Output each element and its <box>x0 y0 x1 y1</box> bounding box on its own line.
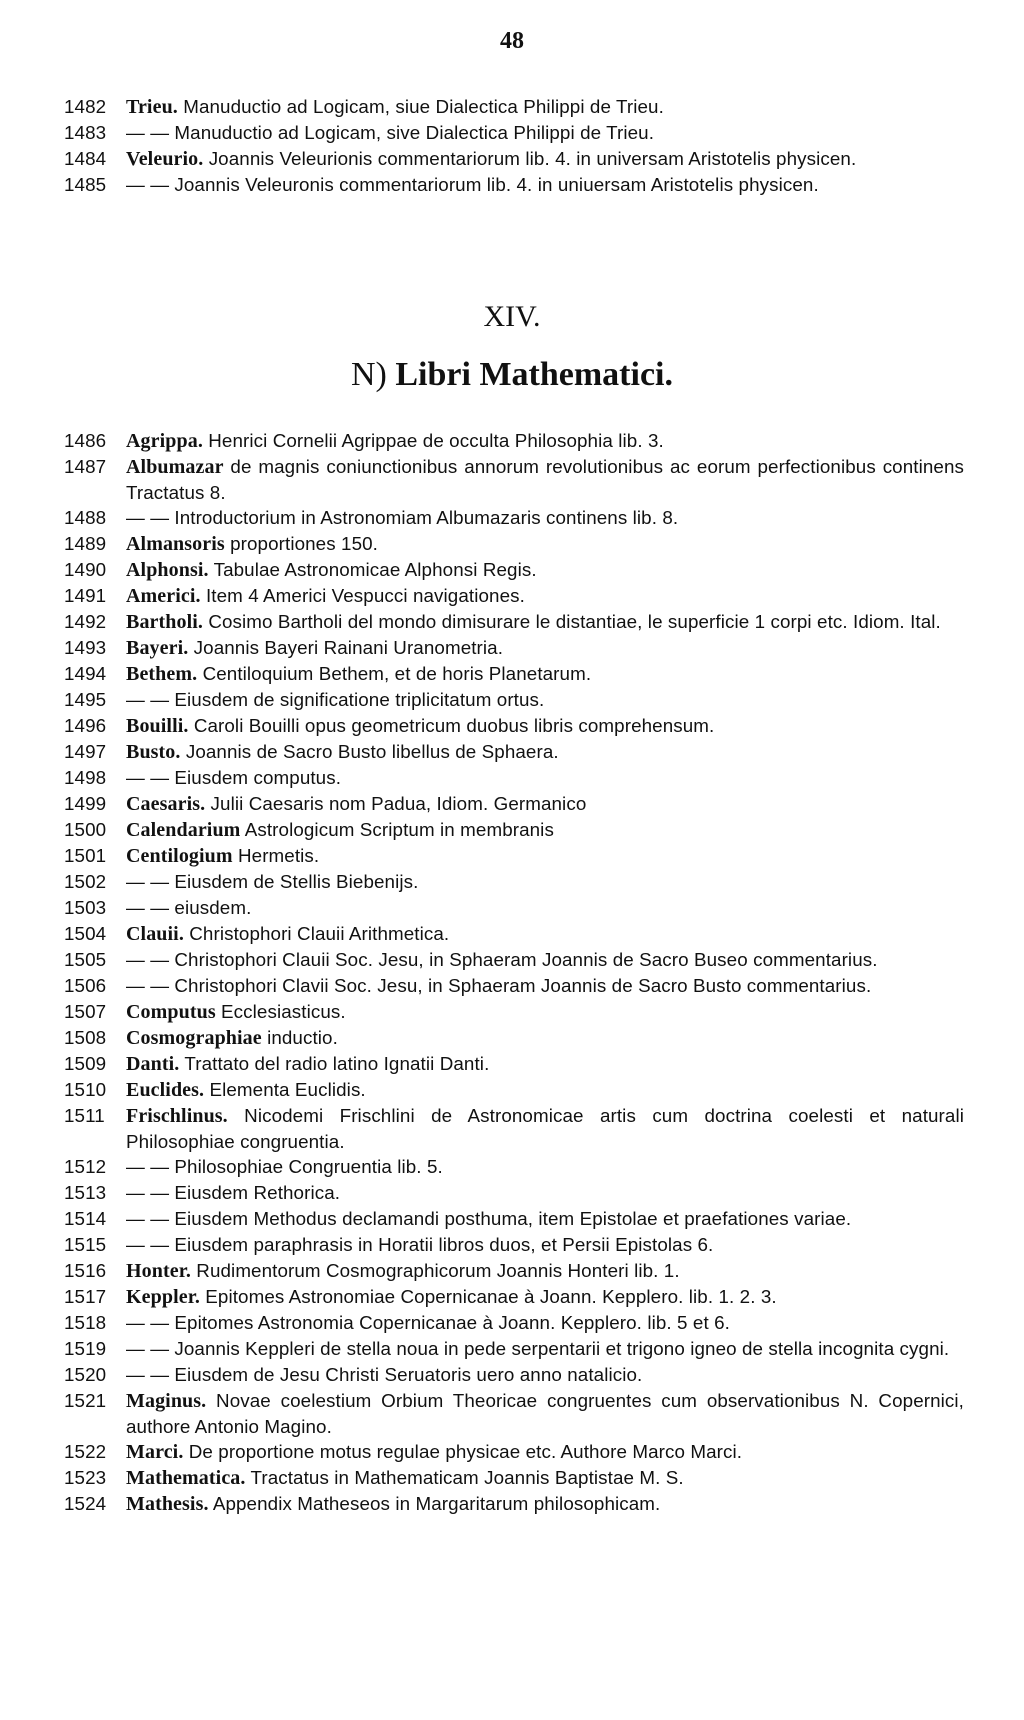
catalog-entry <box>64 973 964 999</box>
entry-number: 1485 <box>64 174 107 195</box>
entry-text: proportiones 150. <box>224 533 378 554</box>
entry-headword: Frischlinus. <box>126 1105 228 1127</box>
entry-body <box>126 999 964 1025</box>
entry-text: Joannis de Sacro Busto libellus de Sphaera. <box>180 741 559 762</box>
entry-body <box>126 428 964 454</box>
entry-text: Julii Caesaris nom Padua, Idiom. Germanico <box>205 793 587 814</box>
entry-body <box>126 120 964 146</box>
entry-body <box>126 947 964 973</box>
section-title <box>0 356 1024 394</box>
entry-body <box>126 172 964 198</box>
catalog-entry <box>64 120 964 146</box>
entry-number: 1496 <box>64 715 107 736</box>
entry-text: — — Christophori Clauii Soc. Jesu, in Sphaeram Joannis de Sacro Buseo commentarius. <box>126 949 878 970</box>
entry-headword: Agrippa. <box>126 430 203 452</box>
entry-headword: Mathematica. <box>126 1467 246 1489</box>
entry-body <box>126 1336 964 1362</box>
entry-number: 1517 <box>64 1286 107 1307</box>
entry-body <box>126 1258 964 1284</box>
entry-headword: Veleurio. <box>126 148 204 170</box>
entry-body <box>126 94 964 120</box>
catalog-entry <box>64 505 964 531</box>
catalog-entry <box>64 454 964 505</box>
section-heading: Libri Mathematici. <box>395 356 673 393</box>
entry-number: 1518 <box>64 1312 107 1333</box>
entry-text: — — Eiusdem paraphrasis in Horatii libros duos, et Persii Epistolas 6. <box>126 1234 714 1255</box>
entry-body <box>126 921 964 947</box>
entry-number: 1493 <box>64 637 107 658</box>
entry-body <box>126 1180 964 1206</box>
entry-headword: Bouilli. <box>126 715 189 737</box>
catalog-entry <box>64 1154 964 1180</box>
catalog-entry <box>64 557 964 583</box>
catalog-entry <box>64 765 964 791</box>
catalog-entry <box>64 635 964 661</box>
entry-number: 1486 <box>64 430 107 451</box>
entry-headword: Americi. <box>126 585 201 607</box>
entry-number: 1504 <box>64 923 107 944</box>
catalog-entry <box>64 1051 964 1077</box>
entry-text: — — Christophori Clavii Soc. Jesu, in Sphaeram Joannis de Sacro Busto commentarius. <box>126 975 872 996</box>
entry-text: Tractatus in Mathematicam Joannis Baptistae M. S. <box>245 1467 684 1488</box>
entry-text: Caroli Bouilli opus geometricum duobus libris comprehensum. <box>188 715 715 736</box>
entry-headword: Bartholi. <box>126 611 204 633</box>
entry-text: Nicodemi Frischlini de Astronomicae artis cum doctrina coelesti et naturali Philosophiae congruentia. <box>126 1105 964 1152</box>
page-number: 48 <box>500 28 524 54</box>
entry-number: 1511 <box>64 1105 105 1126</box>
entry-number: 1489 <box>64 533 107 554</box>
entry-headword: Euclides. <box>126 1079 205 1101</box>
entry-number: 1494 <box>64 663 107 684</box>
catalog-entry <box>64 583 964 609</box>
entry-headword: Bethem. <box>126 663 198 685</box>
entry-number: 1484 <box>64 148 107 169</box>
catalog-entry <box>64 1491 964 1517</box>
entry-text: — — Eiusdem Methodus declamandi posthuma, item Epistolae et praefationes variae. <box>126 1208 852 1229</box>
entry-text: — — Philosophiae Congruentia lib. 5. <box>126 1156 443 1177</box>
entry-number: 1483 <box>64 122 107 143</box>
catalog-entry <box>64 1025 964 1051</box>
entry-number: 1499 <box>64 793 107 814</box>
entry-headword: Danti. <box>126 1053 180 1075</box>
entry-number: 1491 <box>64 585 107 606</box>
entry-number: 1515 <box>64 1234 107 1255</box>
entry-body <box>126 713 964 739</box>
entry-text: — — Joannis Veleuronis commentariorum lib. 4. in uniuersam Aristotelis physicen. <box>126 174 819 195</box>
entry-body <box>126 843 964 869</box>
entry-text: Rudimentorum Cosmographicorum Joannis Honteri lib. 1. <box>190 1260 680 1281</box>
entry-number: 1503 <box>64 897 107 918</box>
entry-body <box>126 1232 964 1258</box>
entry-number: 1521 <box>64 1390 107 1411</box>
entry-text: — — Introductorium in Astronomiam Albumazaris continens lib. 8. <box>126 507 679 528</box>
entry-number: 1507 <box>64 1001 107 1022</box>
entry-text: Elementa Euclidis. <box>204 1079 366 1100</box>
entry-number: 1516 <box>64 1260 107 1281</box>
entry-text: — — Eiusdem Rethorica. <box>126 1182 341 1203</box>
catalog-entry <box>64 713 964 739</box>
entry-body <box>126 895 964 921</box>
catalog-entry <box>64 921 964 947</box>
entry-number: 1502 <box>64 871 107 892</box>
entry-body <box>126 1439 964 1465</box>
entry-number: 1506 <box>64 975 107 996</box>
catalog-entry <box>64 999 964 1025</box>
entry-body <box>126 531 964 557</box>
entry-text: Ecclesiasticus. <box>215 1001 346 1022</box>
entry-number: 1508 <box>64 1027 107 1048</box>
entry-body <box>126 817 964 843</box>
catalog-entry <box>64 843 964 869</box>
catalog-entry <box>64 146 964 172</box>
entry-number: 1524 <box>64 1493 107 1514</box>
entry-text: — — Eiusdem computus. <box>126 767 342 788</box>
catalog-entry <box>64 1232 964 1258</box>
catalog-entry <box>64 172 964 198</box>
entry-body <box>126 557 964 583</box>
entry-body <box>126 1206 964 1232</box>
entry-number: 1500 <box>64 819 107 840</box>
entry-body <box>126 739 964 765</box>
entry-headword: Clauii. <box>126 923 184 945</box>
entry-text: Novae coelestium Orbium Theoricae congruentes cum observationibus N. Copernici, authore Antonio Magino. <box>126 1390 964 1437</box>
entry-text: Hermetis. <box>232 845 320 866</box>
catalog-entry <box>64 94 964 120</box>
entry-body <box>126 973 964 999</box>
catalog-list-main <box>64 428 964 1517</box>
entry-text: Epitomes Astronomiae Copernicanae à Joann. Kepplero. lib. 1. 2. 3. <box>199 1286 777 1307</box>
catalog-entry <box>64 1439 964 1465</box>
entry-headword: Keppler. <box>126 1286 200 1308</box>
catalog-entry <box>64 1284 964 1310</box>
catalog-entry <box>64 1336 964 1362</box>
catalog-entry <box>64 1258 964 1284</box>
entry-number: 1495 <box>64 689 107 710</box>
section-label: N) <box>350 356 387 393</box>
entry-body <box>126 583 964 609</box>
entry-number: 1490 <box>64 559 107 580</box>
entry-body <box>126 635 964 661</box>
entry-text: — — Eiusdem de Stellis Biebenijs. <box>126 871 419 892</box>
entry-number: 1487 <box>64 456 107 477</box>
entry-headword: Busto. <box>126 741 181 763</box>
catalog-entry <box>64 1465 964 1491</box>
entry-text: — — Eiusdem de Jesu Christi Seruatoris uero anno natalicio. <box>126 1364 643 1385</box>
catalog-entry <box>64 817 964 843</box>
entry-headword: Trieu. <box>126 96 178 118</box>
entry-body <box>126 146 964 172</box>
entry-headword: Mathesis. <box>126 1493 209 1515</box>
entry-number: 1488 <box>64 507 107 528</box>
entry-text: Appendix Matheseos in Margaritarum philosophicam. <box>208 1493 661 1514</box>
entry-headword: Cosmographiae <box>126 1027 262 1049</box>
entry-number: 1501 <box>64 845 107 866</box>
entry-body <box>126 454 964 505</box>
entry-text: Cosimo Bartholi del mondo dimisurare le distantiae, le superficie 1 corpi etc. Idiom. Ital. <box>203 611 941 632</box>
entry-text: Centiloquium Bethem, et de horis Planetarum. <box>197 663 592 684</box>
entry-body <box>126 1362 964 1388</box>
entry-text: Item 4 Americi Vespucci navigationes. <box>200 585 525 606</box>
entry-headword: Marci. <box>126 1441 184 1463</box>
entry-text: Tabulae Astronomicae Alphonsi Regis. <box>208 559 537 580</box>
entry-body <box>126 1154 964 1180</box>
catalog-entry <box>64 1103 964 1154</box>
entry-text: Joannis Veleurionis commentariorum lib. 4. in universam Aristotelis physicen. <box>203 148 857 169</box>
catalog-entry <box>64 1180 964 1206</box>
entry-text: Henrici Cornelii Agrippae de occulta Philosophia lib. 3. <box>202 430 664 451</box>
entry-text: — — Manuductio ad Logicam, sive Dialectica Philippi de Trieu. <box>126 122 655 143</box>
catalog-entry <box>64 1362 964 1388</box>
entry-text: Trattato del radio latino Ignatii Danti. <box>179 1053 490 1074</box>
catalog-entry <box>64 661 964 687</box>
entry-headword: Centilogium <box>126 845 233 867</box>
entry-text: Manuductio ad Logicam, siue Dialectica Philippi de Trieu. <box>177 96 664 117</box>
catalog-entry <box>64 947 964 973</box>
entry-body <box>126 1465 964 1491</box>
catalog-entry <box>64 1310 964 1336</box>
entry-text: — — Epitomes Astronomia Copernicanae à Joann. Kepplero. lib. 5 et 6. <box>126 1312 730 1333</box>
entry-headword: Bayeri. <box>126 637 189 659</box>
catalog-entry <box>64 687 964 713</box>
entry-body <box>126 1025 964 1051</box>
entry-body <box>126 1310 964 1336</box>
entry-headword: Calendarium <box>126 819 241 841</box>
entry-body <box>126 869 964 895</box>
entry-body <box>126 1491 964 1517</box>
entry-body <box>126 1388 964 1439</box>
entry-text: de magnis coniunctionibus annorum revolutionibus ac eorum perfectionibus continens Tractatus 8. <box>126 456 964 503</box>
entry-number: 1519 <box>64 1338 107 1359</box>
entry-headword: Almansoris <box>126 533 225 555</box>
catalog-entry <box>64 609 964 635</box>
entry-body <box>126 1051 964 1077</box>
entry-headword: Computus <box>126 1001 216 1023</box>
entry-number: 1522 <box>64 1441 107 1462</box>
entry-number: 1523 <box>64 1467 107 1488</box>
entry-headword: Alphonsi. <box>126 559 209 581</box>
entry-number: 1498 <box>64 767 107 788</box>
catalog-entry <box>64 739 964 765</box>
entry-headword: Honter. <box>126 1260 191 1282</box>
entry-body <box>126 1103 964 1154</box>
entry-headword: Albumazar <box>126 456 224 478</box>
entry-text: inductio. <box>261 1027 338 1048</box>
entry-body <box>126 687 964 713</box>
catalog-entry <box>64 869 964 895</box>
entry-number: 1510 <box>64 1079 107 1100</box>
entry-number: 1505 <box>64 949 107 970</box>
entry-body <box>126 765 964 791</box>
entry-text: De proportione motus regulae physicae etc. Authore Marco Marci. <box>183 1441 743 1462</box>
entry-number: 1509 <box>64 1053 107 1074</box>
entry-headword: Maginus. <box>126 1390 207 1412</box>
entry-body <box>126 791 964 817</box>
catalog-entry <box>64 428 964 454</box>
entry-number: 1497 <box>64 741 107 762</box>
entry-body <box>126 505 964 531</box>
catalog-entry <box>64 1077 964 1103</box>
catalog-entry <box>64 895 964 921</box>
entry-number: 1520 <box>64 1364 107 1385</box>
entry-number: 1513 <box>64 1182 107 1203</box>
entry-text: — — Eiusdem de significatione triplicitatum ortus. <box>126 689 545 710</box>
catalog-entry <box>64 1388 964 1439</box>
entry-number: 1514 <box>64 1208 107 1229</box>
catalog-entry <box>64 791 964 817</box>
catalog-entry <box>64 531 964 557</box>
entry-body <box>126 1284 964 1310</box>
entry-number: 1512 <box>64 1156 107 1177</box>
entry-text: — — Joannis Keppleri de stella noua in pede serpentarii et trigono igneo de stella incognita cygni. <box>126 1338 950 1359</box>
entry-body <box>126 609 964 635</box>
entry-number: 1492 <box>64 611 107 632</box>
catalog-entry <box>64 1206 964 1232</box>
entry-text: Joannis Bayeri Rainani Uranometria. <box>188 637 504 658</box>
entry-number: 1482 <box>64 96 107 117</box>
section-numeral: XIV. <box>483 300 541 333</box>
entry-text: — — eiusdem. <box>126 897 252 918</box>
entry-body <box>126 1077 964 1103</box>
entry-body <box>126 661 964 687</box>
entry-text: Christophori Clauii Arithmetica. <box>183 923 450 944</box>
catalog-list-top <box>64 94 964 198</box>
entry-headword: Caesaris. <box>126 793 206 815</box>
entry-text: Astrologicum Scriptum in membranis <box>240 819 554 840</box>
